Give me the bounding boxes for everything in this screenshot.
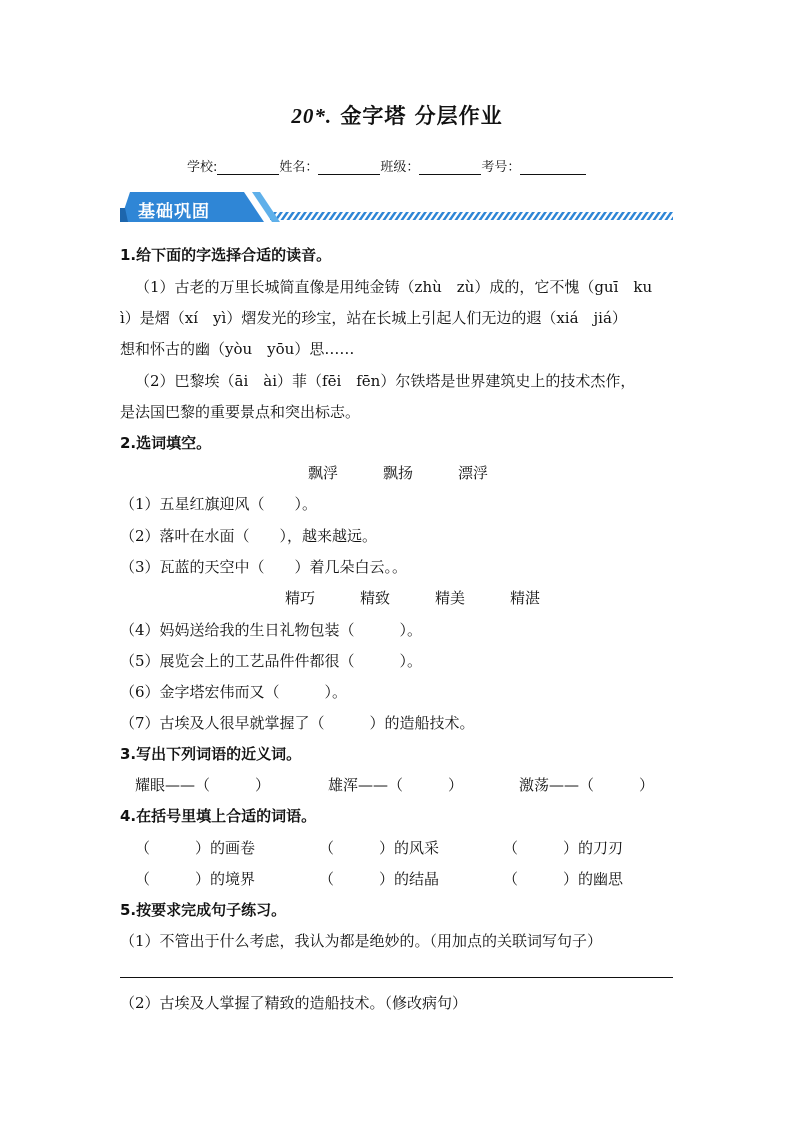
q2-sentence-4: （4）妈妈送给我的生日礼物包装（ ）。 [120,621,423,639]
q1-line-1: （1）古老的万里长城简直像是用纯金铸（zhù zù）成的，它不愧（guī ku [135,278,653,296]
q2-sentence-2: （2）落叶在水面（ ），越来越远。 [120,527,378,545]
q2-sentence-1: （1）五星红旗迎风（ ）。 [120,495,318,513]
q3-word-1: 耀眼——（ ） [135,776,271,794]
q4-item-a1: （ ）的画卷 [135,839,256,857]
lesson-number: 20*. [291,104,333,128]
q4-item-a3: （ ）的刀刃 [503,839,624,857]
student-info [187,156,586,175]
q4-item-b2: （ ）的结晶 [319,870,440,888]
q4-item-a2: （ ）的风采 [319,839,440,857]
q2-heading: 2.选词填空。 [120,434,212,452]
title-text: 金字塔 分层作业 [332,104,503,128]
q5-sentence-1: （1）不管出于什么考虑，我认为都是绝妙的。（用加点的关联词写句子） [120,932,603,950]
q2-word-bank-2: 精巧 精致 精美 精湛 [285,589,541,607]
q3-word-2: 雄浑——（ ） [328,776,464,794]
q1-line-2: ì）是熠（xí yì）熠发光的珍宝，站在长城上引起人们无边的遐（xiá jiá） [120,309,627,327]
school-blank[interactable] [217,160,279,175]
q3-heading: 3.写出下列词语的近义词。 [120,745,302,763]
class-label: 班级： [380,160,420,175]
exam-label: 考号： [481,160,521,175]
q4-item-b3: （ ）的幽思 [503,870,624,888]
answer-line[interactable] [120,977,673,978]
q4-heading: 4.在括号里填上合适的词语。 [120,807,317,825]
q1-line-4: （2）巴黎埃（āi ài）菲（fēi fēn）尔铁塔是世界建筑史上的技术杰作， [135,372,636,390]
q2-word-bank-1: 飘浮 飘扬 漂浮 [308,464,489,482]
q2-sentence-3: （3）瓦蓝的天空中（ ）着几朵白云。。 [120,558,408,576]
school-label: 学校: [187,160,218,175]
q3-word-3: 激荡——（ ） [519,776,655,794]
q1-line-3: 想和怀古的幽（yòu yōu）思…… [120,340,355,358]
banner-stripes [270,212,673,220]
class-blank[interactable] [419,160,481,175]
q4-item-b1: （ ）的境界 [135,870,256,888]
q1-line-5: 是法国巴黎的重要景点和突出标志。 [120,403,361,421]
exam-blank[interactable] [520,160,586,175]
name-label: 姓名： [279,160,319,175]
section-banner [120,192,673,224]
q1-heading: 1.给下面的字选择合适的读音。 [120,246,332,264]
q2-sentence-7: （7）古埃及人很早就掌握了（ ）的造船技术。 [120,714,475,732]
name-blank[interactable] [318,160,380,175]
q5-sentence-2: （2）古埃及人掌握了精致的造船技术。（修改病句） [120,994,468,1012]
q5-heading: 5.按要求完成句子练习。 [120,901,287,919]
q2-sentence-6: （6）金字塔宏伟而又（ ）。 [120,683,348,701]
section-label: 基础巩固 [138,202,210,222]
q2-sentence-5: （5）展览会上的工艺品件件都很（ ）。 [120,652,423,670]
page-title [0,100,794,130]
